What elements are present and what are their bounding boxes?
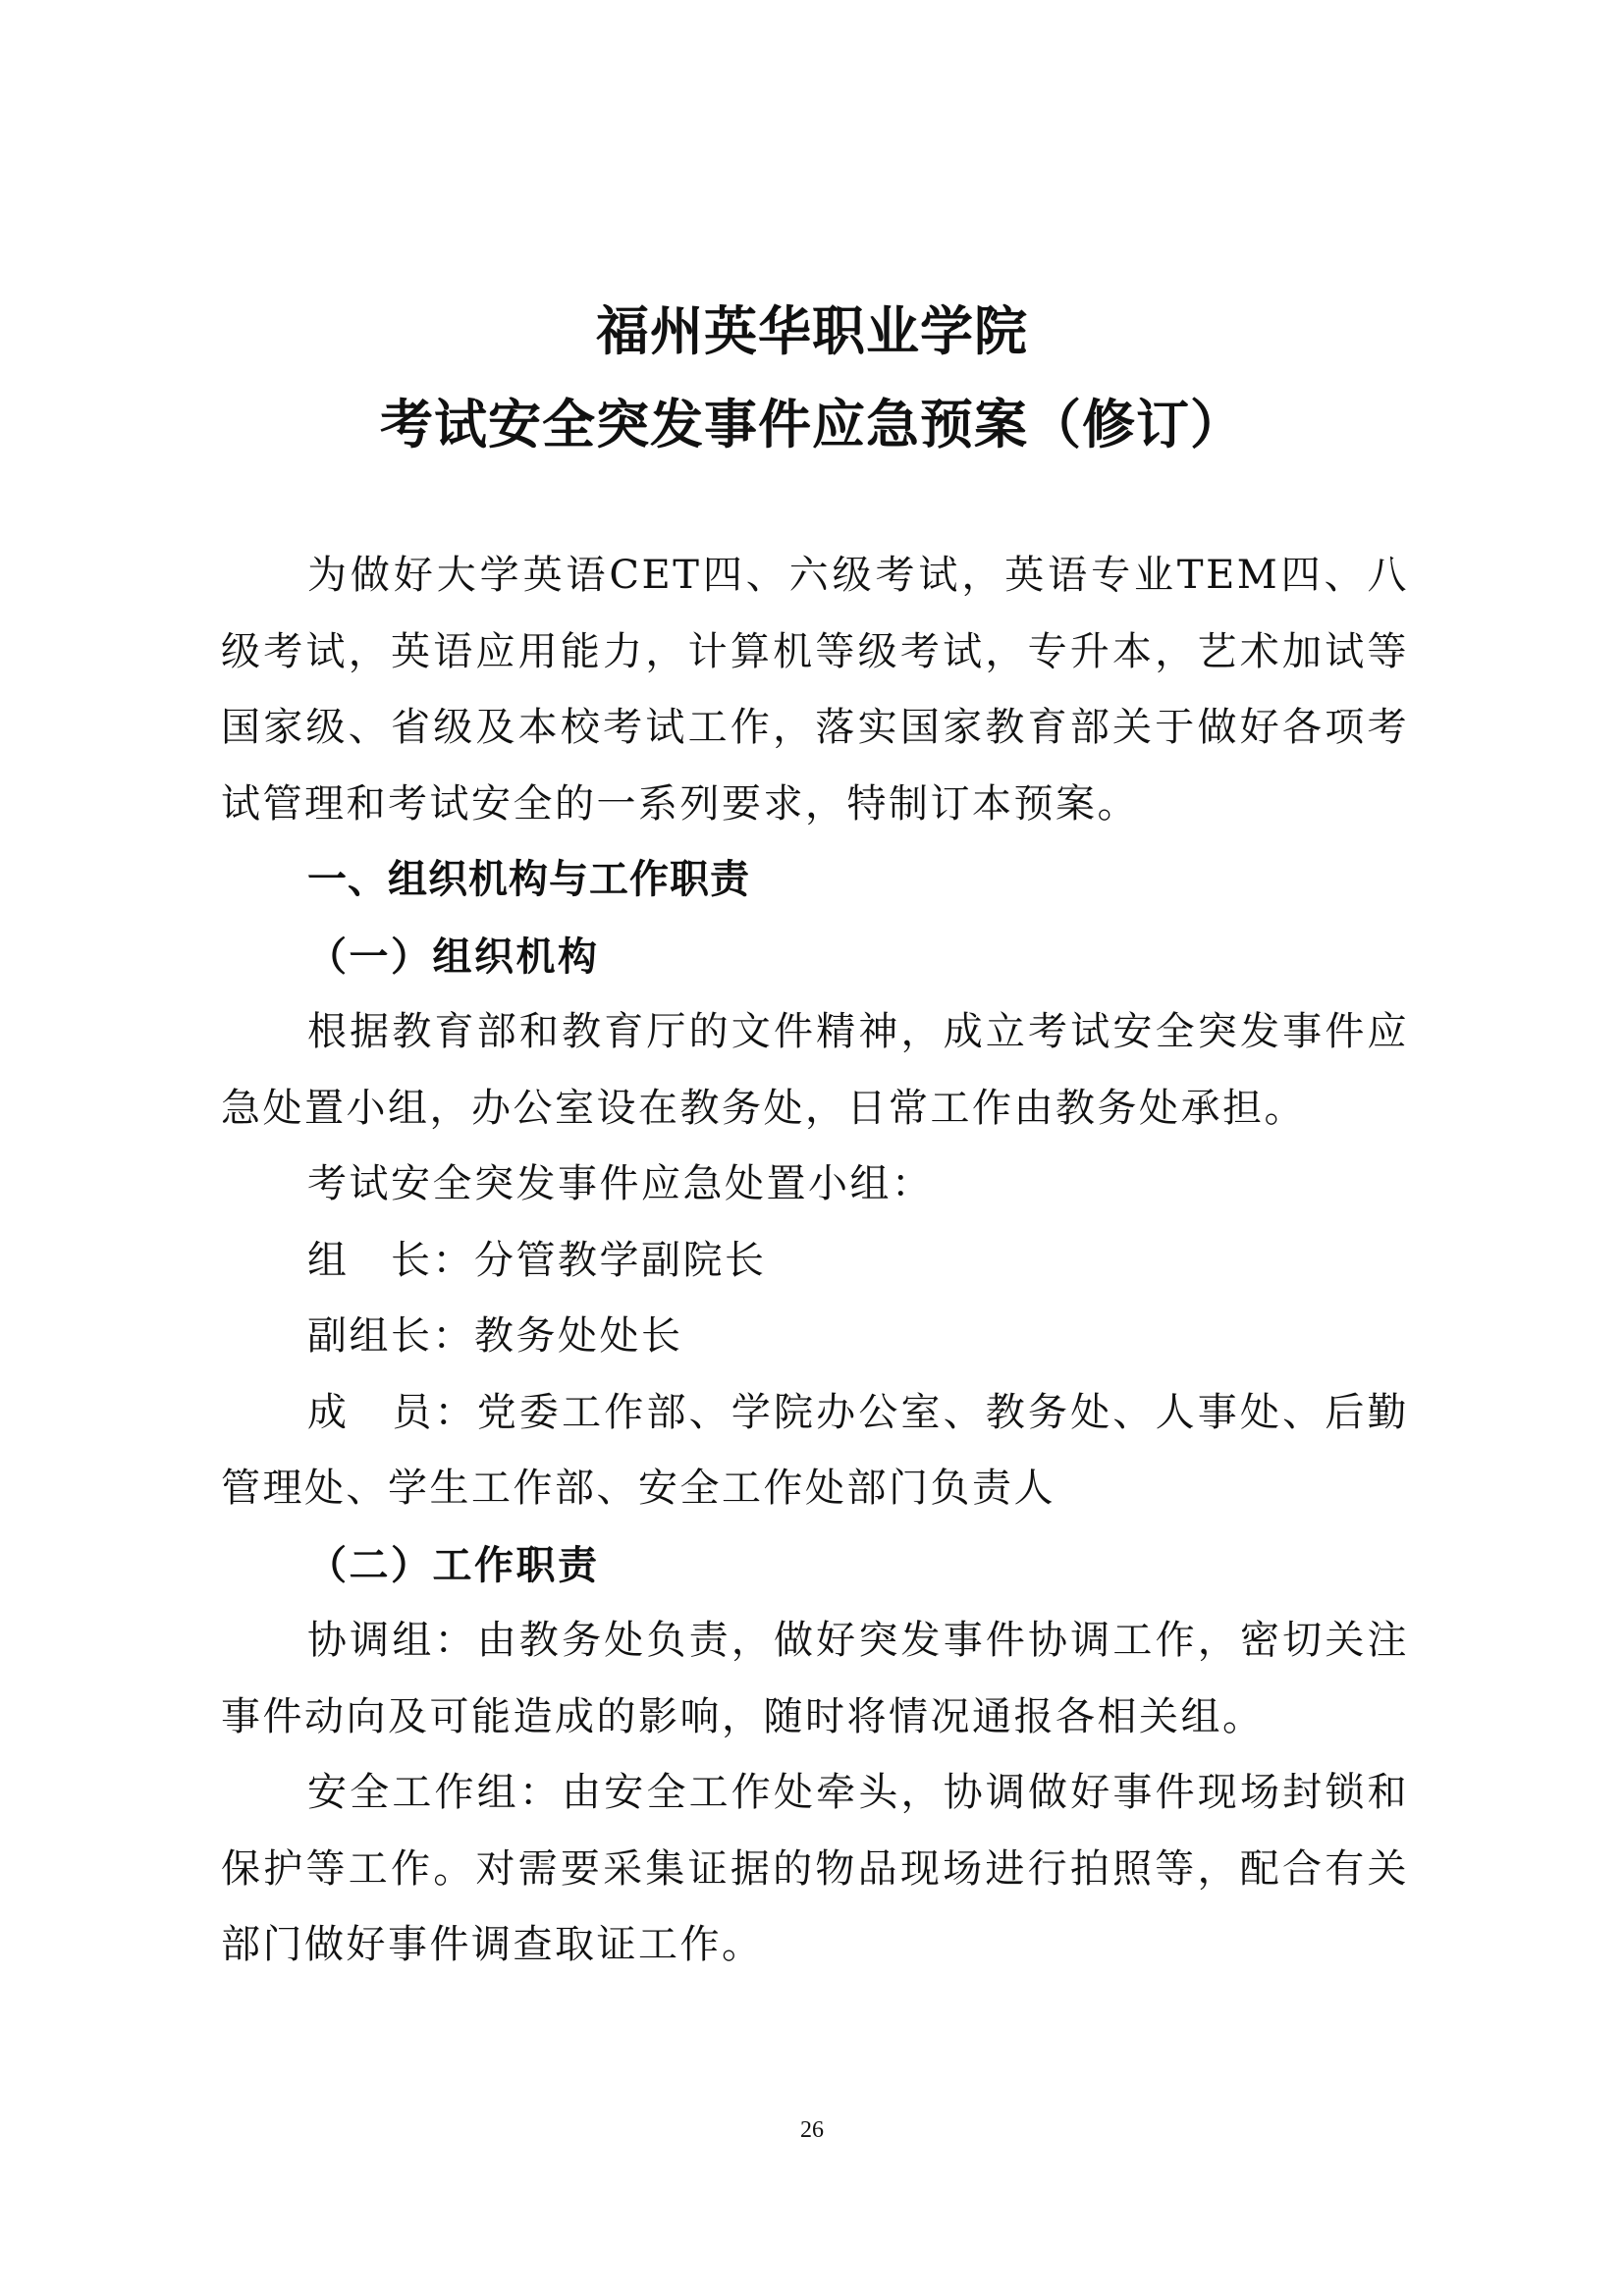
safety-group-paragraph: 安全工作组：由安全工作处牵头，协调做好事件现场封锁和保护等工作。对需要采集证据的物品现场进行拍照等，配合有关部门做好事件调查取证工作。 xyxy=(221,1770,1409,1967)
group-members: 成 员：党委工作部、学院办公室、教务处、人事处、后勤管理处、学生工作部、安全工作处部门负责人 xyxy=(221,1389,1409,1511)
group-intro: 考试安全突发事件应急处置小组： xyxy=(307,1161,934,1206)
deputy-leader: 副组长：教务处处长 xyxy=(307,1313,683,1359)
page-number: 26 xyxy=(800,2117,824,2143)
section-heading: 一、组织机构与工作职责 xyxy=(307,857,750,902)
intro-paragraph: 为做好大学英语CET四、六级考试，英语专业TEM四、八级考试，英语应用能力，计算机等级考试，专升本，艺术加试等国家级、省级及本校考试工作，落实国家教育部关于做好各项考试管理和考试安全的一系列要求，特制订本预案。 xyxy=(221,553,1409,827)
group-leader: 组 长：分管教学副院长 xyxy=(307,1237,767,1283)
document-title-line2: 考试安全突发事件应急预案（修订） xyxy=(380,394,1244,455)
coordination-group-paragraph: 协调组：由教务处负责，做好突发事件协调工作，密切关注事件动向及可能造成的影响，随时将情况通报各相关组。 xyxy=(221,1618,1409,1739)
document-body xyxy=(221,538,1409,1984)
subsection-heading-organization: （一）组织机构 xyxy=(307,933,600,980)
document-title-line1: 福州英华职业学院 xyxy=(596,300,1028,362)
organization-paragraph: 根据教育部和教育厅的文件精神，成立考试安全突发事件应急处置小组，办公室设在教务处，日常工作由教务处承担。 xyxy=(221,1009,1409,1131)
subsection-heading-duties: （二）工作职责 xyxy=(307,1541,600,1588)
